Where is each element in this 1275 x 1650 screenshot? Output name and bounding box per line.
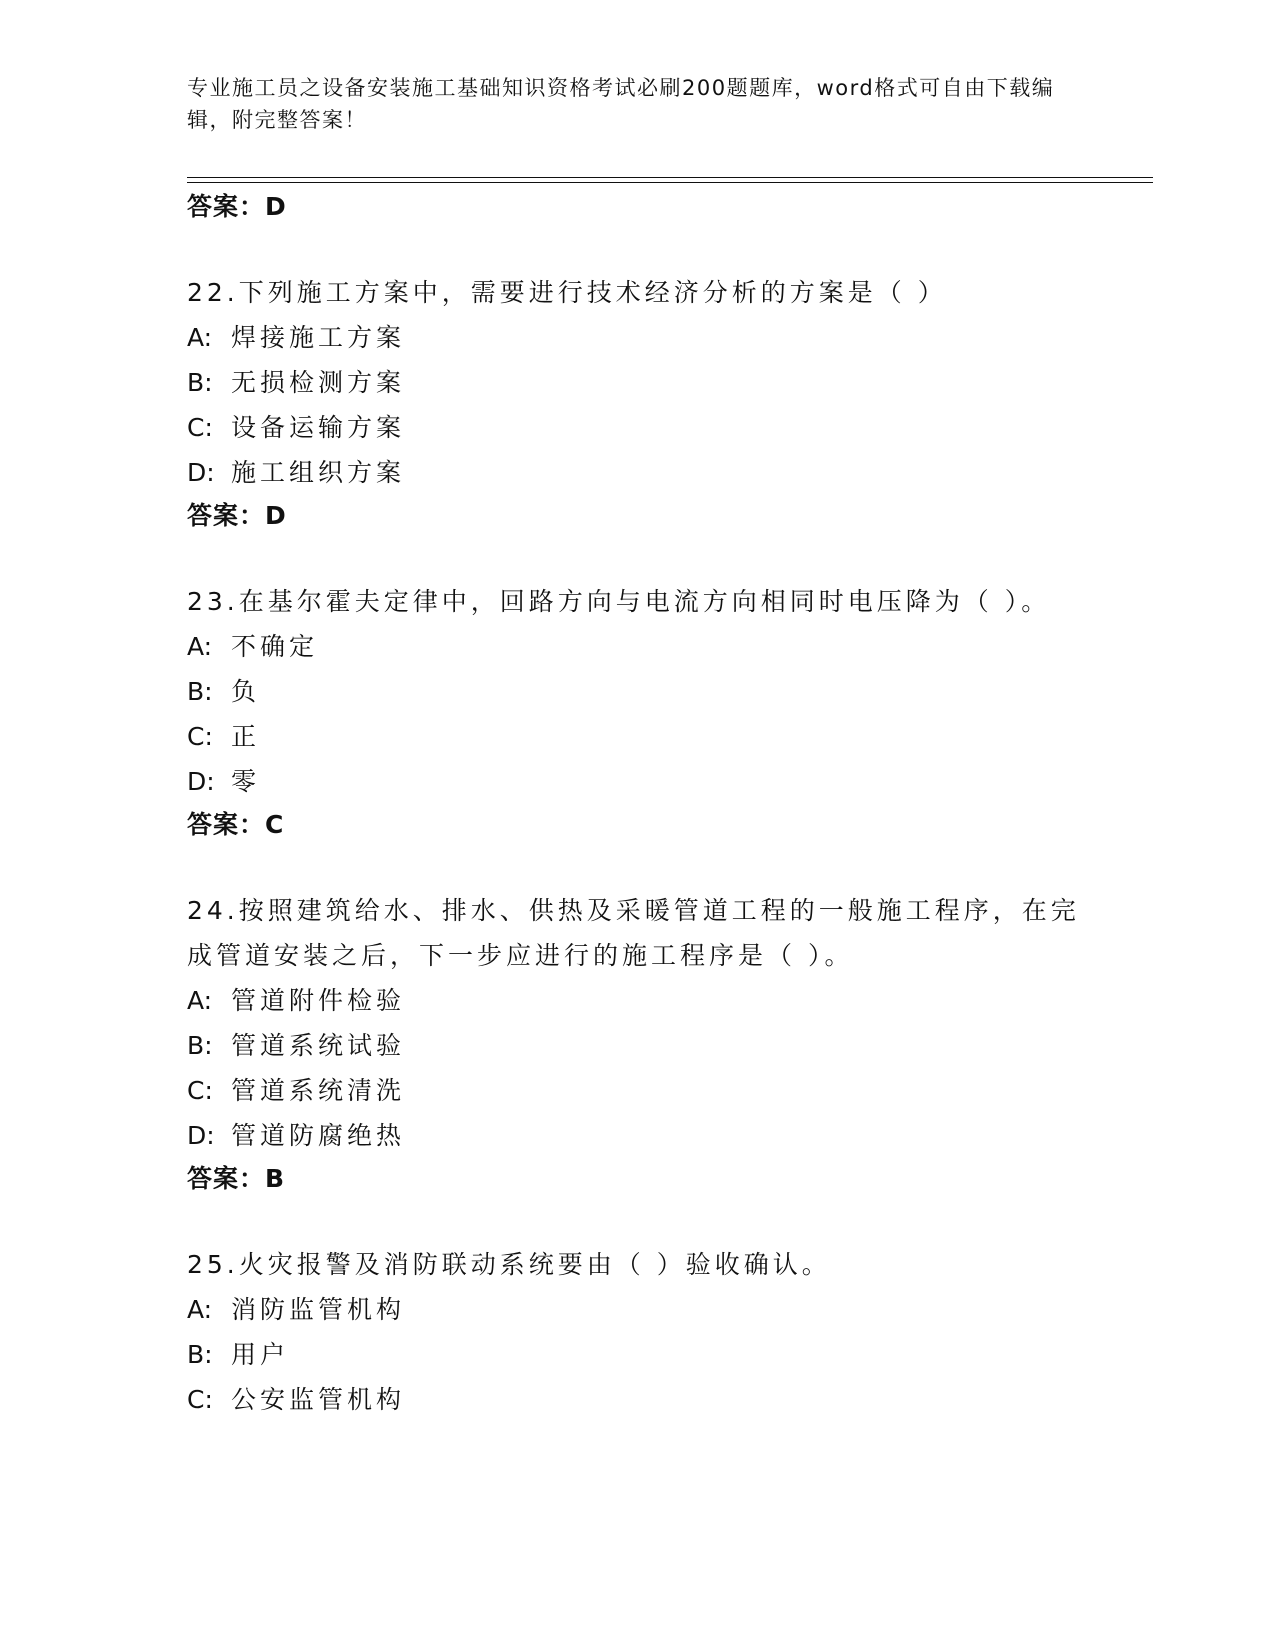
option-letter: A: [187,986,213,1015]
option-text: 无损检测方案 [231,368,406,397]
option-letter: A: [187,632,213,661]
answer-line: 答案：D [187,192,287,221]
option-text: 零 [231,767,261,796]
question-block [187,1242,1087,1422]
option-text: 用户 [231,1340,290,1369]
option-d [187,450,1087,495]
option-d [187,759,1087,804]
option-text: 施工组织方案 [231,458,406,487]
option-text: 负 [231,677,261,706]
option-b [187,669,1087,714]
option-letter: B: [187,677,213,706]
option-text: 管道防腐绝热 [231,1121,406,1150]
option-a [187,315,1087,360]
question-block [187,888,1087,1196]
answer-line: 答案：D [187,501,287,530]
option-letter: A: [187,1295,213,1324]
option-letter: C: [187,413,213,442]
option-text: 正 [231,722,261,751]
option-letter: D: [187,1121,215,1150]
option-letter: D: [187,767,215,796]
option-text: 公安监管机构 [231,1385,406,1414]
option-c [187,1068,1087,1113]
option-a [187,624,1087,669]
option-letter: C: [187,1385,213,1414]
option-b [187,1332,1087,1377]
header-rule-top [187,177,1153,178]
answer-line: 答案：B [187,1164,286,1193]
option-a [187,1287,1087,1332]
question-block [187,579,1087,842]
option-letter: A: [187,323,213,352]
option-letter: D: [187,458,215,487]
option-text: 管道附件检验 [231,986,406,1015]
option-text: 消防监管机构 [231,1295,406,1324]
question-text: 23.在基尔霍夫定律中，回路方向与电流方向相同时电压降为（ ）。 [187,587,1051,616]
option-letter: C: [187,1076,213,1105]
option-letter: B: [187,368,213,397]
option-letter: B: [187,1340,213,1369]
option-c [187,405,1087,450]
header-rule-bottom [187,182,1153,183]
option-b [187,1023,1087,1068]
option-c [187,714,1087,759]
option-letter: B: [187,1031,213,1060]
option-c [187,1377,1087,1422]
option-d [187,1113,1087,1158]
question-list [187,190,1087,1422]
option-text: 管道系统清洗 [231,1076,406,1105]
option-text: 设备运输方案 [231,413,406,442]
option-text: 焊接施工方案 [231,323,406,352]
option-a [187,978,1087,1023]
option-b [187,360,1087,405]
question-block [187,270,1087,533]
option-letter: C: [187,722,213,751]
option-text: 管道系统试验 [231,1031,406,1060]
question-text: 22.下列施工方案中，需要进行技术经济分析的方案是（ ） [187,278,947,307]
answer-line: 答案：C [187,810,285,839]
question-text: 24.按照建筑给水、排水、供热及采暖管道工程的一般施工程序，在完成管道安装之后，下一步应进行的施工程序是（ ）。 [187,896,1080,970]
option-text: 不确定 [231,632,319,661]
document-header: 专业施工员之设备安装施工基础知识资格考试必刷200题题库，word格式可自由下载编辑，附完整答案！ [187,76,1055,132]
question-text: 25.火灾报警及消防联动系统要由（ ）验收确认。 [187,1250,831,1279]
